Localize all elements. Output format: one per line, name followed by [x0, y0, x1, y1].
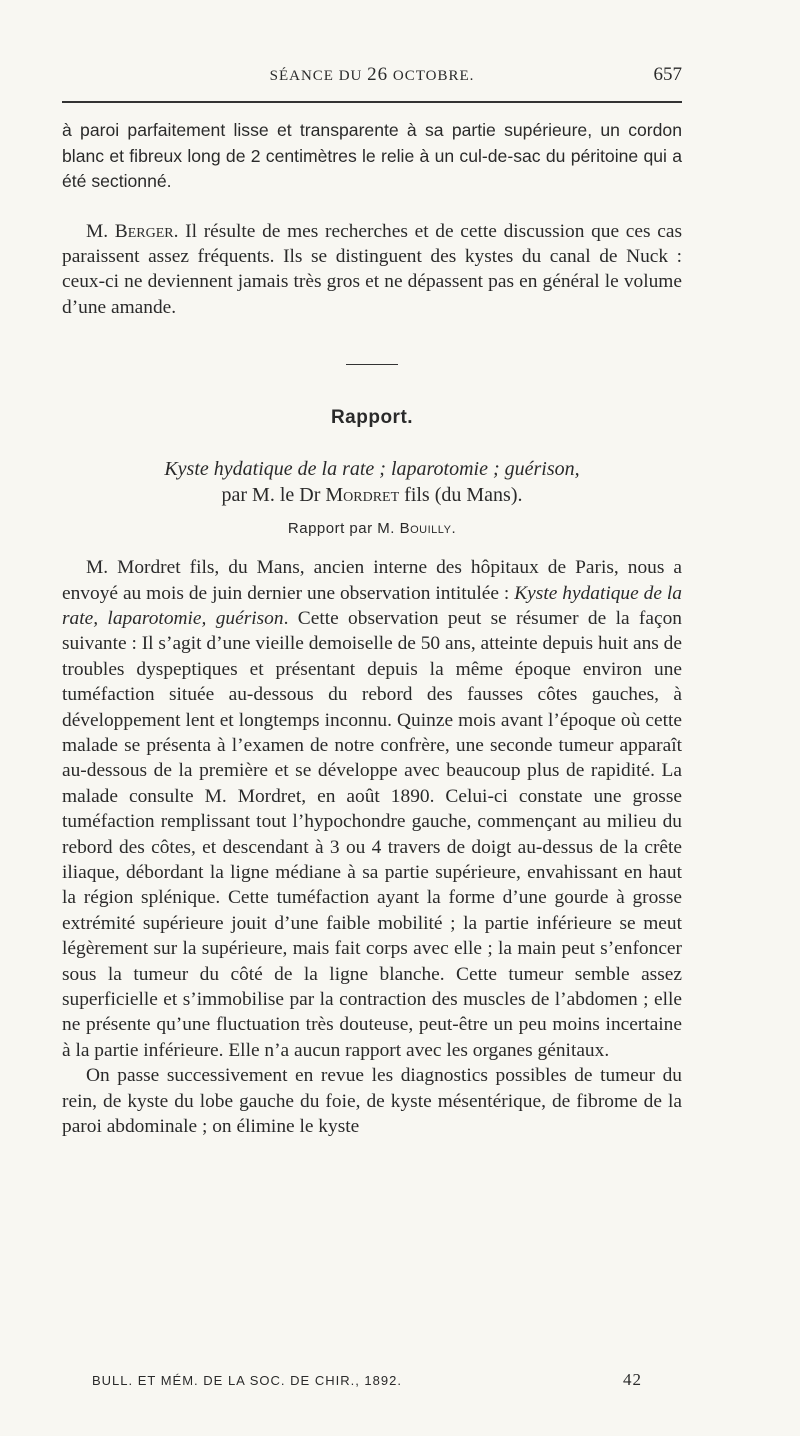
footer-journal: BULL. ET MÉM. DE LA SOC. DE CHIR., 1892. [92, 1373, 402, 1388]
page-number: 657 [653, 64, 682, 85]
section-separator [346, 364, 398, 365]
page-body [62, 118, 682, 1139]
page-header [62, 64, 682, 94]
report-by-post: . [451, 520, 457, 538]
paragraph-berger-text: Il résulte de mes recherches et de cette discussion que ces cas paraissent assez fréquents. Ils se distinguent des kystes du canal de Nuck : ceux-ci ne deviennent jamais très gros et ne dépassent pas en général le volume d’une amande. [62, 220, 682, 318]
article-author-pre: par M. le Dr [221, 484, 326, 507]
running-title [62, 64, 682, 86]
paragraph-report-b: . Cette observation peut se résumer de la façon suivante : Il s’agit d’une vieille demoiselle de 50 ans, atteinte depuis huit ans de troubles dyspeptiques et présentant depuis la même époque environ une tuméfaction située au-dessous du rebord des fausses côtes gauches, à développement lent et longtemps inconnu. Quinze mois avant l’époque où cette malade se présenta à l’examen de notre confrère, une seconde tumeur apparaît au-dessous de la première et se développe avec beaucoup plus de rapidité. La malade consulte M. Mordret, en août 1890. Celui-ci constate une grosse tuméfaction remplissant tout l’hypochondre gauche, commençant au milieu du rebord des côtes, et descendant à 3 ou 4 travers de doigt au-dessus de la crête iliaque, débordant la ligne médiane à sa partie supérieure, envahissant en haut la région splénique. Cette tuméfaction ayant la forme d’une gourde à grosse extrémité supérieure jouit d’une faible mobilité ; la partie inférieure se meut légèrement sur la supérieure, mais fait corps avec elle ; la main peut s’enfoncer sous la tumeur du côté de la ligne blanche. Cette tumeur semble assez superficielle et s’immobilise par la contraction des muscles de l’abdomen ; elle ne présente qu’une fluctuation très douteuse, peut-être un peu moins incertaine à la partie inférieure. Elle n’a aucun rapport avec les organes génitaux. [62, 607, 682, 1061]
paragraph-continuation: à paroi parfaitement lisse et transparente à sa partie supérieure, un cordon blanc et fibreux long de 2 centimètres le relie à un cul-de-sac du péritoine qui a été sectionné. [62, 120, 682, 191]
article-author-name: Mordret [325, 484, 400, 507]
article-author-post: fils (du Mans). [399, 484, 523, 507]
section-title: Rapport. [330, 407, 414, 429]
article-author [62, 482, 682, 508]
running-title-day: 26 [367, 64, 389, 85]
paragraph-diagnostics: On passe successivement en revue les diagnostics possibles de tumeur du rein, de kyste du lobe gauche du foie, de kyste mésentérique, de fibrome de la paroi abdominale ; on élimine le kyste [62, 1065, 682, 1138]
page-footer [92, 1370, 642, 1389]
report-byline [62, 520, 682, 537]
running-title-pre: SÉANCE DU [269, 68, 368, 84]
running-title-post: OCTOBRE. [388, 68, 475, 84]
header-rule [62, 101, 682, 103]
footer-signature: 42 [623, 1370, 642, 1389]
paragraph-report [62, 555, 682, 1063]
paragraph-report-title: Kyste hydatique de la rate, laparotomie, guérison [62, 582, 682, 629]
report-by-name: Bouilly [399, 520, 452, 538]
paragraph-berger [62, 219, 682, 321]
speaker-name: M. Berger. [86, 220, 179, 242]
paragraph-report-a: M. Mordret fils, du Mans, ancien interne des hôpitaux de Paris, nous a envoyé au mois de juin dernier une observation intitulée : [62, 557, 682, 604]
report-by-pre: Rapport par M. [287, 520, 400, 538]
article-title: Kyste hydatique de la rate ; laparotomie ; guérison, [164, 458, 580, 481]
